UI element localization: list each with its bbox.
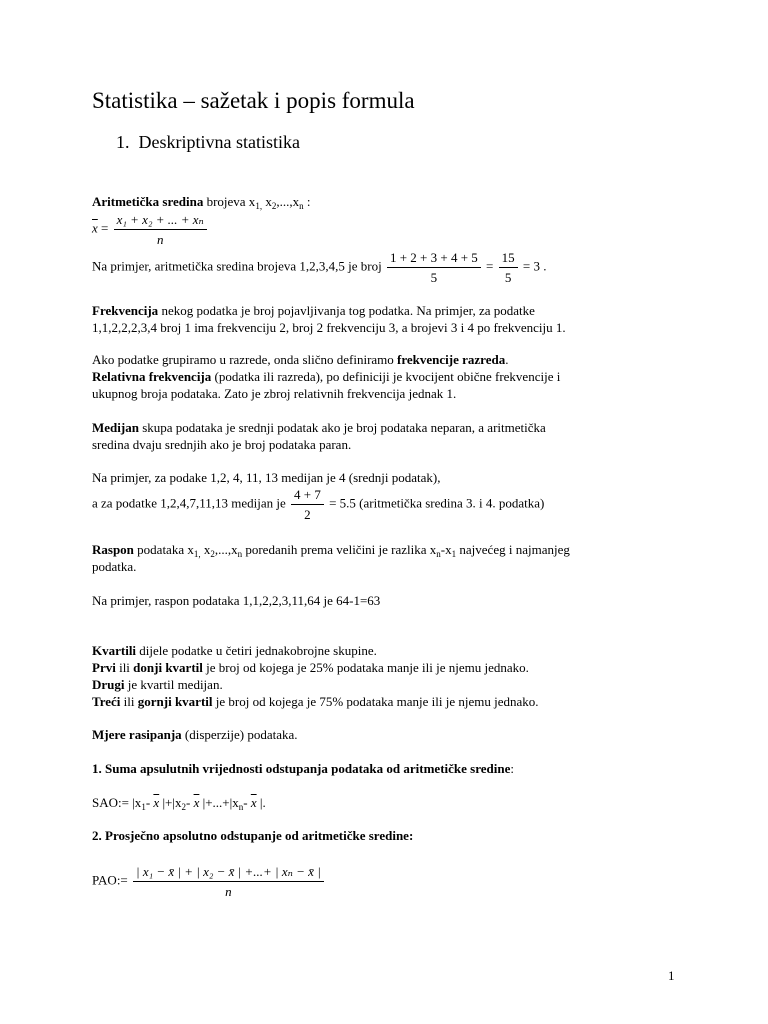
rel-freq-line-2: ukupnog broja podataka. Zato je zbroj relativnih frekvencija jednak 1. bbox=[92, 386, 457, 401]
median-line-2: sredina dvaju srednjih ako je broj podataka paran. bbox=[92, 437, 352, 452]
freq-term: Frekvencija bbox=[92, 303, 159, 318]
range-line-2: podatka. bbox=[92, 559, 137, 574]
quartiles-line-1: Kvartili dijele podatke u četiri jednakobrojne skupine. bbox=[92, 643, 377, 658]
page-number: 1 bbox=[668, 968, 675, 983]
mean-term: Aritmetička sredina bbox=[92, 194, 204, 209]
median-example-1: Na primjer, za podake 1,2, 4, 11, 13 medijan je 4 (srednji podatak), bbox=[92, 470, 441, 485]
median-term: Medijan bbox=[92, 420, 139, 435]
range-example: Na primjer, raspon podataka 1,1,2,2,3,11,64 je 64-1=63 bbox=[92, 593, 381, 608]
quartile-second: Drugi je kvartil medijan. bbox=[92, 677, 223, 692]
freq-line-1: Frekvencija nekog podatka je broj pojavljivanja tog podatka. Na primjer, za podatke bbox=[92, 303, 535, 318]
range-line-1: Raspon podataka $x_{1,}$ $x_2,...,x_n$ poredanih prema veličini je razlika $x_n-x_1$ najvećeg i najmanjeg bbox=[92, 542, 570, 559]
median-line-1: Medijan skupa podataka je srednji podatak ako je broj podataka neparan, a aritmetička bbox=[92, 420, 546, 435]
section-number: 1. bbox=[116, 132, 130, 152]
freq-class-line: Ako podatke grupiramo u razrede, onda slično definiramo frekvencije razreda. bbox=[92, 352, 509, 367]
pao-fraction: $\frac{\text{| x₁ − x̄ | + | x₂ − x̄ | +...+ | xₙ − x̄ |}}{n}$ bbox=[133, 864, 324, 899]
dispersion-intro: Mjere rasipanja (disperzije) podataka. bbox=[92, 727, 298, 742]
mean-denominator: n bbox=[156, 232, 164, 247]
rel-freq-line-1: Relativna frekvencija (podatka ili razreda), po definiciji je kvocijent obične frekvencije i bbox=[92, 369, 561, 384]
pao-formula: PAO:= $\frac{\text{| x₁ − x̄ | + | x₂ − x̄ | +...+ | xₙ − x̄ |}}{n}$ bbox=[92, 864, 326, 899]
pao-heading: 2. Prosječno apsolutno odstupanje od aritmetičke sredine: bbox=[92, 828, 414, 843]
sao-formula: SAO:= $|x_1-$ $\overline{x}$ $|+|x_2-$ $\overline{x}$ $|+...+|x_n-$ $\overline{x}$ |. bbox=[92, 795, 266, 812]
median-example-2: a za podatke 1,2,4,7,11,13 medijan je $\frac{4 + 7}{2}$ = 5.5 (aritmetička sredina 3. i 4. podatka) bbox=[92, 487, 545, 522]
range-term: Raspon bbox=[92, 542, 134, 557]
quartiles-term: Kvartili bbox=[92, 643, 137, 658]
quartile-third: Treći ili gornji kvartil je broj od kojega je 75% podataka manje ili je njemu jednako. bbox=[92, 694, 539, 709]
median-fraction: $\frac{4 + 7}{2}$ bbox=[291, 487, 324, 522]
page-title: Statistika – sažetak i popis formula bbox=[92, 88, 415, 113]
mean-example-fraction-2: $\frac{15}{5}$ bbox=[499, 250, 518, 285]
mean-lhs: $\overline{x}$ bbox=[92, 220, 98, 236]
mean-fraction bbox=[114, 212, 207, 247]
rel-freq-term: Relativna frekvencija bbox=[92, 369, 212, 384]
mean-formula: $\overline{x}$ = $\frac{\text{x₁ + x₂ + ... + xₙ}}{n}$ bbox=[92, 212, 209, 247]
mean-intro: Aritmetička sredina brojeva $x_{1,}$ $x_2,...,x_n$ : bbox=[92, 194, 311, 211]
freq-line-2: 1,1,2,2,2,3,4 broj 1 ima frekvenciju 2, broj 2 frekvenciju 3, a brojevi 3 i 4 po frekvenciju 1. bbox=[92, 320, 566, 335]
mean-example: Na primjer, aritmetička sredina brojeva 1,2,3,4,5 je broj $\frac{1 + 2 + 3 + 4 + 5}{5}$ = $\frac{15}{5}$ = 3 . bbox=[92, 250, 547, 285]
mean-example-fraction-1: $\frac{1 + 2 + 3 + 4 + 5}{5}$ bbox=[387, 250, 481, 285]
sao-heading: 1. Suma apsulutnih vrijednosti odstupanja podataka od aritmetičke sredine: bbox=[92, 761, 514, 776]
quartile-first: Prvi ili donji kvartil je broj od kojega je 25% podataka manje ili je njemu jednako. bbox=[92, 660, 529, 675]
mean-numerator: x₁ + x₂ + ... + xₙ bbox=[114, 212, 207, 230]
section-heading bbox=[116, 130, 300, 154]
dispersion-term: Mjere rasipanja bbox=[92, 727, 182, 742]
section-label: Deskriptivna statistika bbox=[138, 132, 300, 152]
